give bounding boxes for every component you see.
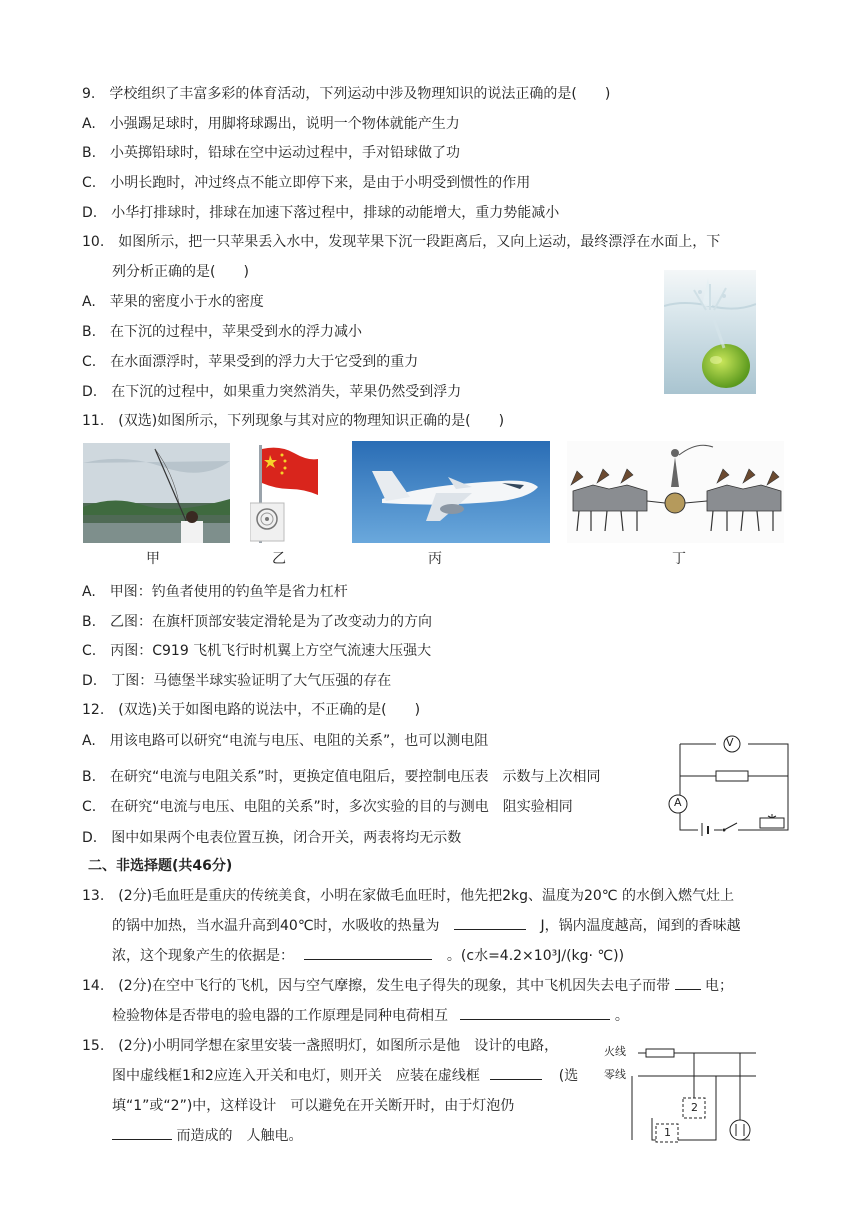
live-wire-label: 火线 (604, 1045, 626, 1058)
q14-line2 (112, 1006, 629, 1026)
q12-option-d: D. 图中如果两个电表位置互换，闭合开关，两表将均无示数 (82, 830, 462, 846)
q9-option-c: C. 小明长跑时，冲过终点不能立即停下来，是由于小明受到惯性的作用 (82, 175, 531, 191)
q11-option-c: C. 丙图：C919 飞机飞行时机翼上方空气流速大压强大 (82, 643, 432, 659)
airplane-image (352, 441, 550, 543)
voltmeter-label: V (726, 736, 734, 749)
box-1-label: 1 (664, 1126, 671, 1139)
q12-stem: 12. (双选)关于如图电路的说法中，不正确的是( ) (82, 702, 421, 718)
q14-line1 (82, 976, 733, 996)
apple-in-water-image (664, 270, 756, 394)
q10-stem-line2: 列分析正确的是( ) (112, 264, 249, 280)
q13-blank-reason[interactable] (304, 946, 432, 960)
q10-option-b: B. 在下沉的过程中，苹果受到水的浮力减小 (82, 324, 363, 340)
neutral-wire-label: 零线 (604, 1068, 626, 1081)
q15-line1: 15. (2分)小明同学想在家里安装一盏照明灯，如图所示是他 设计的电路， (82, 1038, 559, 1054)
q10-stem-line1: 10. 如图所示，把一只苹果丢入水中，发现苹果下沉一段距离后，又向上运动，最终漂浮在水面上，下 (82, 234, 721, 250)
q9-option-a: A. 小强踢足球时，用脚将球踢出，说明一个物体就能产生力 (82, 116, 460, 132)
q10-option-c: C. 在水面漂浮时，苹果受到的浮力大于它受到的重力 (82, 354, 419, 370)
q9-option-d: D. 小华打排球时，排球在加速下落过程中，排球的动能增大，重力势能减小 (82, 205, 560, 221)
q11-option-a: A. 甲图：钓鱼者使用的钓鱼竿是省力杠杆 (82, 584, 348, 600)
ammeter-label: A (674, 796, 682, 809)
q10-option-a: A. 苹果的密度小于水的密度 (82, 294, 264, 310)
q13-line1: 13. (2分)毛血旺是重庆的传统美食，小明在家做毛血旺时，他先把2kg、温度为20℃ 的水倒入燃气灶上 (82, 888, 734, 904)
q13-line3 (112, 946, 624, 966)
q15-line2-text-b: (选 (558, 1068, 579, 1084)
q13-line2 (112, 916, 741, 936)
q15-line2 (112, 1066, 578, 1086)
q12-option-b: B. 在研究“电流与电阻关系”时，更换定值电阻后，要控制电压表 示数与上次相同 (82, 769, 601, 785)
section-heading: 二、非选择题(共46分) (88, 858, 233, 874)
q11-option-d: D. 丁图：马德堡半球实验证明了大气压强的存在 (82, 673, 392, 689)
q15-line2-text-a: 图中虚线框1和2应连入开关和电灯，则开关 应装在虚线框 (112, 1068, 480, 1084)
fishing-image (83, 443, 230, 543)
q15-line4-text-b: 而造成的 人触电。 (176, 1128, 303, 1144)
q13-blank-heat[interactable] (454, 916, 526, 930)
q15-wiring-diagram (604, 1042, 764, 1146)
flag-pulley-image (250, 443, 320, 543)
q13-line3-text-a: 浓，这个现象产生的依据是： (112, 948, 294, 964)
q13-line3-text-b: 。(c水=4.2×10³J/(kg· ℃)) (446, 948, 625, 964)
q14-line1-text-a: 14. (2分)在空中飞行的飞机，因与空气摩擦，发生电子得失的现象，其中飞机因失去电子而带 (82, 978, 671, 994)
q14-line2-text-b: 。 (614, 1008, 629, 1024)
caption-ding: 丁 (672, 551, 686, 567)
q12-circuit-diagram (664, 734, 796, 836)
q12-option-c: C. 在研究“电流与电压、电阻的关系”时，多次实验的目的与测电 阻实验相同 (82, 799, 573, 815)
q14-blank-principle[interactable] (460, 1006, 610, 1020)
q14-line2-text-a: 检验物体是否带电的验电器的工作原理是同种电荷相互 (112, 1008, 448, 1024)
q12-option-a: A. 用该电路可以研究“电流与电压、电阻的关系”，也可以测电阻 (82, 733, 489, 749)
magdeburg-hemispheres-image (567, 441, 784, 543)
q15-line3: 填“1”或“2”)中，这样设计 可以避免在开关断开时，由于灯泡仍 (112, 1098, 515, 1114)
q10-option-d: D. 在下沉的过程中，如果重力突然消失，苹果仍然受到浮力 (82, 384, 462, 400)
caption-yi: 乙 (272, 551, 286, 567)
caption-bing: 丙 (428, 551, 442, 567)
q15-line4 (112, 1126, 302, 1146)
q9-option-b: B. 小英掷铅球时，铅球在空中运动过程中，手对铅球做了功 (82, 145, 461, 161)
q11-option-b: B. 乙图：在旗杆顶部安装定滑轮是为了改变动力的方向 (82, 614, 433, 630)
q11-stem: 11. (双选)如图所示，下列现象与其对应的物理知识正确的是( ) (82, 413, 505, 429)
box-2-label: 2 (691, 1101, 698, 1114)
q13-line2-text-b: J，锅内温度越高，闻到的香味越 (540, 918, 741, 934)
q13-line2-text-a: 的锅中加热，当水温升高到40℃时，水吸收的热量为 (112, 918, 440, 934)
q9-stem: 9. 学校组织了丰富多彩的体育活动，下列运动中涉及物理知识的说法正确的是( ) (82, 86, 611, 102)
q15-blank-live[interactable] (112, 1126, 172, 1140)
q14-line1-text-b: 电； (705, 978, 733, 994)
q15-blank-box[interactable] (490, 1066, 542, 1080)
caption-jia: 甲 (146, 551, 160, 567)
q14-blank-charge[interactable] (675, 976, 701, 990)
